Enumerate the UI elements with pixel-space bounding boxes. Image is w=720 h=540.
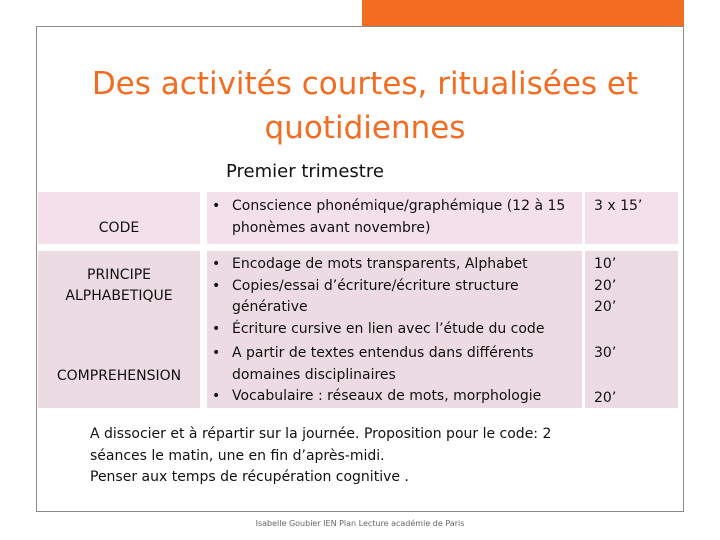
list-item: • Vocabulaire : réseaux de mots, morphologie: [210, 386, 578, 408]
row-times-principe-alphabetique: [594, 254, 616, 319]
list-item: • Conscience phonémique/graphémique (12 à 15 phonèmes avant novembre): [210, 196, 582, 239]
row-times-comprehension-1: [594, 343, 616, 365]
note-text: [90, 424, 600, 489]
row-items-principe-alphabetique: [210, 254, 578, 340]
list-item: • Encodage de mots transparents, Alphabet: [210, 254, 578, 276]
slide-footer: Isabelle Goubier IEN Plan Lecture académie de Paris: [255, 519, 465, 528]
time-value: 20’: [594, 390, 617, 406]
row-items-comprehension: [210, 343, 578, 408]
slide-title: [50, 62, 680, 150]
list-item: • A partir de textes entendus dans différents domaines disciplinaires: [210, 343, 578, 386]
time-value: 30’: [594, 345, 617, 361]
row-label-code: CODE: [98, 220, 140, 236]
time-value: 20’: [594, 277, 617, 294]
row-label-text: PRINCIPE ALPHABETIQUE: [65, 267, 173, 304]
note-line: Penser aux temps de récupération cognitive .: [90, 469, 409, 485]
note-line: A dissocier et à répartir sur la journée. Proposition pour le code: 2: [90, 426, 552, 442]
title-line-2: quotidiennes: [264, 110, 466, 146]
list-item: • Écriture cursive en lien avec l’étude du code: [210, 319, 578, 341]
note-line: séances le matin, une en fin d’après-midi.: [90, 447, 385, 464]
row-times-code: [594, 196, 642, 218]
title-line-1: Des activités courtes, ritualisées et: [91, 66, 639, 102]
time-value: 10’: [594, 256, 617, 272]
list-item: • Copies/essai d’écriture/écriture structure générative: [210, 276, 578, 319]
row-times-comprehension-2: [594, 388, 616, 410]
row-items-code: [210, 196, 582, 239]
slide-subtitle: Premier trimestre: [226, 161, 384, 182]
row-label-comprehension: COMPREHENSION: [56, 368, 182, 384]
time-value: 3 x 15’: [594, 198, 643, 214]
row-label-principe-alphabetique: [38, 265, 200, 307]
time-value: 20’: [594, 299, 617, 315]
